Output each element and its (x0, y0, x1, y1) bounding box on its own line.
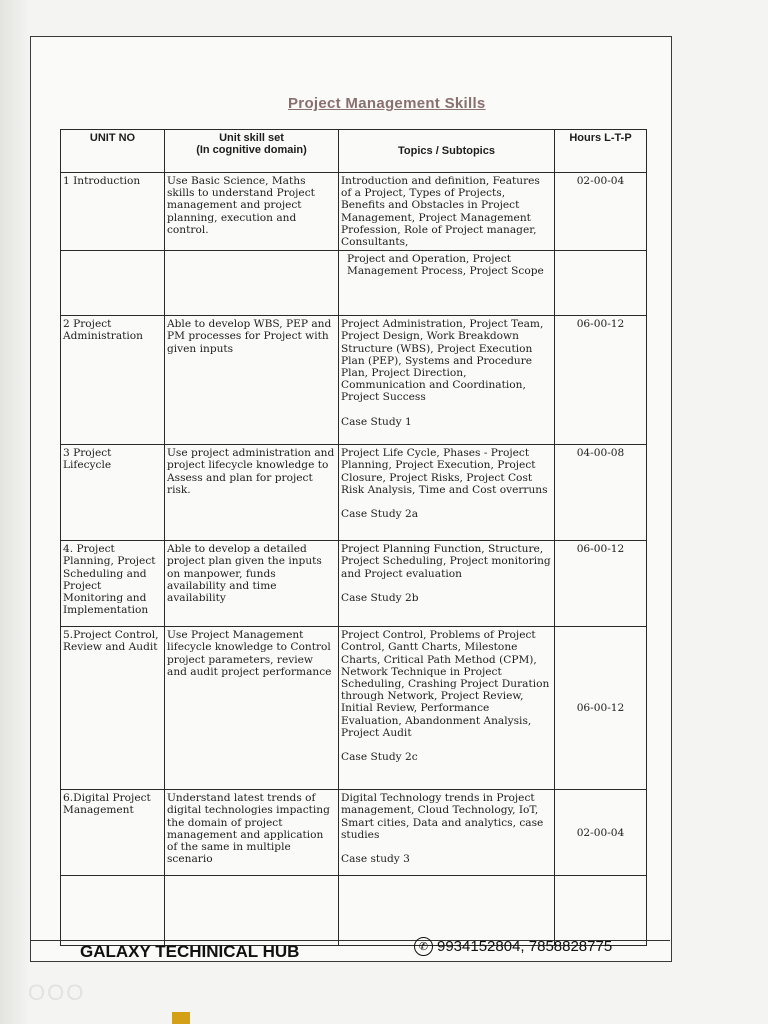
case-study-label: Case Study 2a (341, 508, 419, 521)
cell-topics (339, 173, 555, 251)
case-study-label: Case Study 2c (341, 751, 418, 764)
header-hours: Hours L-T-P (555, 130, 647, 173)
footer-brand: GALAXY TECHINICAL HUB (80, 942, 300, 961)
cell-hours: 06-00-12 (555, 541, 647, 627)
topics-text: Introduction and definition, Features of a Project, Types of Projects, Benefits and Obstacles in Project Management, Project Management Profession, Role of Project manager, Consultants, (341, 175, 540, 249)
cell-hours: 02-00-04 (555, 790, 647, 876)
header-skill (165, 130, 339, 173)
topics-text: Project Control, Problems of Project Control, Gantt Charts, Milestone Charts, Critical Path Method (CPM), Network Technique in Project Scheduling, Crashing Project Duration through Network, Project Review, Initial Review, Performance Evaluation, Abandonment Analysis, Project Audit (341, 629, 550, 739)
cell-topics (339, 790, 555, 876)
cell-hours: 06-00-12 (555, 627, 647, 790)
cell-unit: 4. Project Planning, Project Scheduling and Project Monitoring and Implementation (61, 541, 165, 627)
footer-phone-numbers: 9934152804, 7858828775 (437, 938, 613, 955)
header-skill-line2: (In cognitive domain) (196, 144, 307, 157)
cell-topics (339, 876, 555, 946)
table-row (61, 251, 647, 316)
case-study-label: Case Study 1 (341, 415, 412, 428)
skills-table (60, 129, 647, 946)
table-row (61, 627, 647, 790)
topics-text: Project and Operation, Project Management Process, Project Scope (347, 253, 544, 278)
cell-unit: 1 Introduction (61, 173, 165, 251)
cell-unit: 5.Project Control, Review and Audit (61, 627, 165, 790)
cell-topics (339, 627, 555, 790)
cell-hours: 06-00-12 (555, 316, 647, 445)
cell-skill: Use Basic Science, Maths skills to understand Project management and project planning, execution and control. (165, 173, 339, 251)
cell-unit (61, 251, 165, 316)
cell-unit (61, 876, 165, 946)
cell-topics (339, 445, 555, 541)
header-skill-line1: Unit skill set (219, 132, 284, 144)
case-study-label: Case study 3 (341, 853, 410, 866)
table-row (61, 876, 647, 946)
cell-unit: 2 Project Administration (61, 316, 165, 445)
table-row (61, 541, 647, 627)
cell-skill: Able to develop a detailed project plan given the inputs on manpower, funds availability and time availability (165, 541, 339, 627)
topics-text: Digital Technology trends in Project management, Cloud Technology, IoT, Smart cities, Data and analytics, case studies (341, 792, 544, 841)
topics-text: Project Life Cycle, Phases - Project Planning, Project Execution, Project Closure, Project Risks, Project Cost Risk Analysis, Time and Cost overruns (341, 447, 548, 496)
topics-text: Project Administration, Project Team, Project Design, Work Breakdown Structure (WBS), Project Execution Plan (PEP), Systems and Procedure Plan, Project Direction, Communication and Coordination, Project Success (341, 318, 544, 404)
cell-hours (555, 876, 647, 946)
cell-skill: Use project administration and project lifecycle knowledge to Assess and plan for project risk. (165, 445, 339, 541)
cell-topics (339, 316, 555, 445)
page-title: Project Management Skills (288, 95, 486, 112)
table-row (61, 790, 647, 876)
cell-unit: 3 Project Lifecycle (61, 445, 165, 541)
table-row (61, 173, 647, 251)
phone-icon: ✆ (414, 937, 433, 956)
cell-skill (165, 251, 339, 316)
table-row (61, 316, 647, 445)
cell-topics (339, 541, 555, 627)
cell-skill: Understand latest trends of digital technologies impacting the domain of project management and application of the same in multiple scenario (165, 790, 339, 876)
cell-skill: Able to develop WBS, PEP and PM processes for Project with given inputs (165, 316, 339, 445)
cell-hours (555, 251, 647, 316)
cell-hours: 04-00-08 (555, 445, 647, 541)
cell-unit: 6.Digital Project Management (61, 790, 165, 876)
scanner-logo (172, 1012, 190, 1024)
scanner-watermark: OOO (28, 980, 86, 1005)
footer-phone (414, 937, 612, 956)
cell-skill (165, 876, 339, 946)
header-unit: UNIT NO (61, 130, 165, 173)
cell-topics (339, 251, 555, 316)
cell-skill: Use Project Management lifecycle knowledge to Control project parameters, review and audit project performance (165, 627, 339, 790)
topics-text: Project Planning Function, Structure, Project Scheduling, Project monitoring and Project evaluation (341, 543, 551, 580)
page-edge-shadow (0, 0, 30, 1024)
cell-hours: 02-00-04 (555, 173, 647, 251)
case-study-label: Case Study 2b (341, 591, 419, 604)
header-topics: Topics / Subtopics (339, 130, 555, 173)
table-row (61, 445, 647, 541)
table-header-row (61, 130, 647, 173)
